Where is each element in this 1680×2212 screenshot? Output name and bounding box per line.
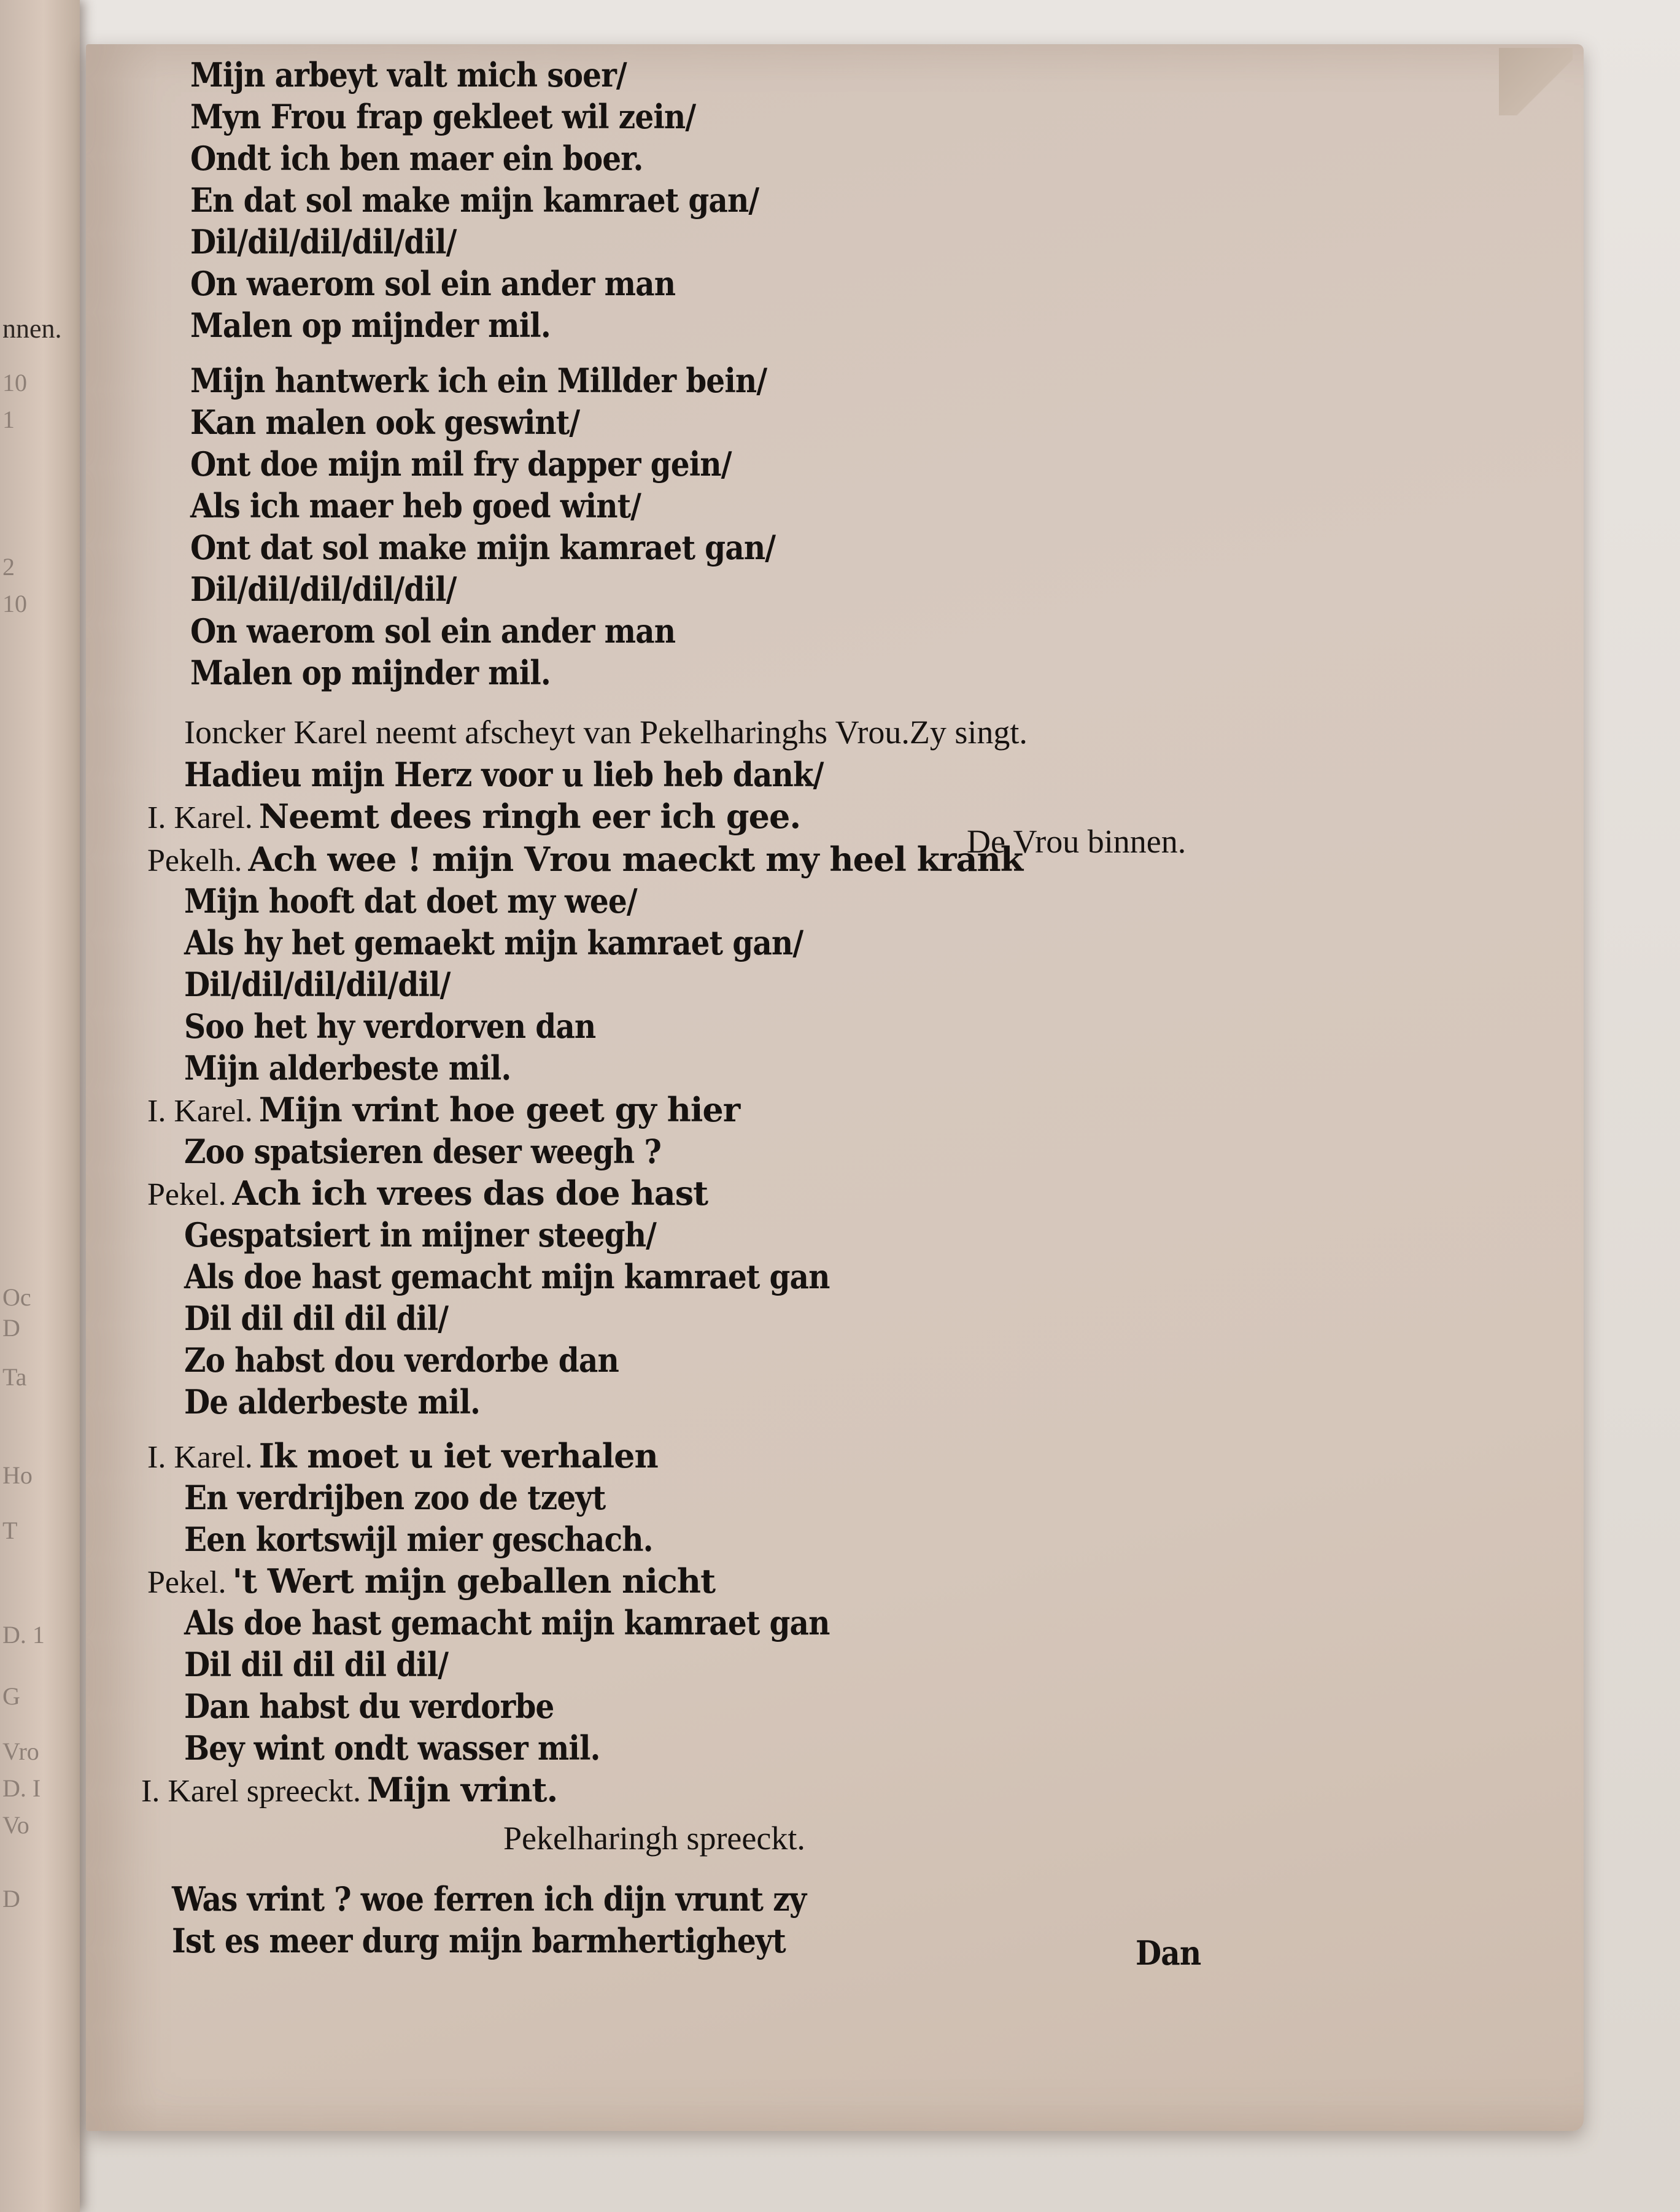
- verse-line: Als doe hast gemacht mijn kamraet gan: [184, 1257, 830, 1296]
- verse-line: De alderbeste mil.: [184, 1382, 481, 1421]
- left-page-text-fragment: G: [2, 1682, 20, 1710]
- left-page-text-fragment: 10: [2, 590, 27, 617]
- verse-line: Dil/dil/dil/dil/dil/: [190, 222, 457, 261]
- verse-line: Dan: [1136, 1933, 1201, 1973]
- verse-line: Dil/dil/dil/dil/dil/: [184, 965, 451, 1004]
- speaker-label: I. Karel.: [147, 1094, 253, 1129]
- dialogue-text: Ach wee ! mijn Vrou maeckt my heel krank: [248, 840, 1023, 879]
- left-page-text-fragment: Oc: [2, 1283, 31, 1311]
- verse-line: En verdrijben zoo de tzeyt: [184, 1478, 606, 1517]
- verse-line: Myn Frou frap gekleet wil zein/: [190, 97, 696, 136]
- stage-direction: Pekelharingh spreeckt.: [503, 1820, 805, 1857]
- left-page-text-fragment: D. I: [2, 1774, 41, 1802]
- verse-line: Mijn hantwerk ich ein Millder bein/: [190, 361, 767, 400]
- verse-line: Bey wint ondt wasser mil.: [184, 1728, 600, 1768]
- verse-line: Mijn arbeyt valt mich soer/: [190, 55, 627, 95]
- speaker-label: I. Karel.: [147, 1440, 253, 1475]
- verse-line: On waerom sol ein ander man: [190, 264, 676, 303]
- dialogue-line: [147, 1174, 708, 1213]
- dialogue-line: [147, 797, 800, 836]
- verse-line: Ont dat sol make mijn kamraet gan/: [190, 528, 776, 567]
- left-page-text-fragment: Vro: [2, 1738, 39, 1765]
- left-page-text-fragment: nnen.: [2, 314, 62, 344]
- left-page-text-fragment: 2: [2, 553, 15, 581]
- dialogue-line: [141, 1770, 557, 1809]
- verse-line: Was vrint ? woe ferren ich dijn vrunt zy: [172, 1879, 807, 1919]
- dialogue-line: [147, 1436, 658, 1475]
- dialogue-text: Ik moet u iet verhalen: [258, 1436, 658, 1475]
- verse-line: Een kortswijl mier geschach.: [184, 1520, 653, 1559]
- speaker-label: Pekelh.: [147, 843, 242, 878]
- verse-line: Als ich maer heb goed wint/: [190, 486, 641, 525]
- speaker-label: Pekel.: [147, 1177, 226, 1212]
- left-page-text-fragment: T: [2, 1517, 18, 1544]
- verse-line: Zoo spatsieren deser weegh ?: [184, 1132, 661, 1171]
- verse-line: Dan habst du verdorbe: [184, 1687, 554, 1726]
- verse-line: En dat sol make mijn kamraet gan/: [190, 180, 759, 220]
- verse-line: Zo habst dou verdorbe dan: [184, 1340, 619, 1380]
- verse-line: Soo het hy verdorven dan: [184, 1007, 596, 1046]
- verse-line: Als hy het gemaekt mijn kamraet gan/: [184, 923, 803, 962]
- left-page-text-fragment: D: [2, 1314, 20, 1342]
- page-corner-fold: [1499, 48, 1573, 115]
- dialogue-line: [147, 1090, 740, 1129]
- dialogue-text: Ach ich vrees das doe hast: [232, 1174, 708, 1213]
- left-page-fragment: [0, 0, 80, 2212]
- verse-line: Mijn hooft dat doet my wee/: [184, 881, 637, 921]
- dialogue-text: Neemt dees ringh eer ich gee.: [258, 797, 801, 836]
- verse-line: On waerom sol ein ander man: [190, 611, 676, 651]
- verse-line: Ont doe mijn mil fry dapper gein/: [190, 444, 732, 484]
- verse-line: Dil/dil/dil/dil/dil/: [190, 570, 457, 609]
- left-page-text-fragment: D. 1: [2, 1621, 45, 1649]
- verse-line: Als doe hast gemacht mijn kamraet gan: [184, 1603, 830, 1642]
- verse-line: Ist es meer durg mijn barmhertigheyt: [172, 1921, 786, 1960]
- speaker-label: Pekel.: [147, 1565, 226, 1600]
- speaker-label: I. Karel spreeckt.: [141, 1774, 362, 1809]
- dialogue-text: Mijn vrint.: [367, 1770, 558, 1809]
- stage-direction: Ioncker Karel neemt afscheyt van Pekelharinghs Vrou.Zy singt.: [184, 714, 1028, 751]
- left-page-text-fragment: D: [2, 1885, 20, 1912]
- dialogue-line: [147, 840, 1023, 879]
- speaker-label: I. Karel.: [147, 800, 253, 835]
- left-page-text-fragment: Ho: [2, 1461, 33, 1489]
- verse-line: Dil dil dil dil dil/: [184, 1299, 449, 1338]
- left-page-text-fragment: 10: [2, 369, 27, 396]
- verse-line: Mijn alderbeste mil.: [184, 1048, 511, 1088]
- verse-line: Malen op mijnder mil.: [190, 306, 551, 345]
- left-page-text-fragment: 1: [2, 406, 15, 433]
- verse-line: Gespatsiert in mijner steegh/: [184, 1215, 657, 1255]
- dialogue-text: Mijn vrint hoe geet gy hier: [258, 1090, 740, 1129]
- book-page: [86, 44, 1584, 2131]
- left-page-text-fragment: Vo: [2, 1811, 29, 1839]
- verse-line: Kan malen ook geswint/: [190, 403, 580, 442]
- left-page-text-fragment: Ta: [2, 1363, 27, 1391]
- stage-direction: De Vrou binnen.: [967, 823, 1186, 860]
- verse-line: Ondt ich ben maer ein boer.: [190, 139, 643, 178]
- dialogue-line: [147, 1561, 715, 1601]
- verse-line: Hadieu mijn Herz voor u lieb heb dank/: [184, 755, 824, 794]
- verse-line: Dil dil dil dil dil/: [184, 1645, 449, 1684]
- verse-line: Malen op mijnder mil.: [190, 653, 551, 692]
- dialogue-text: 't Wert mijn geballen nicht: [232, 1561, 716, 1601]
